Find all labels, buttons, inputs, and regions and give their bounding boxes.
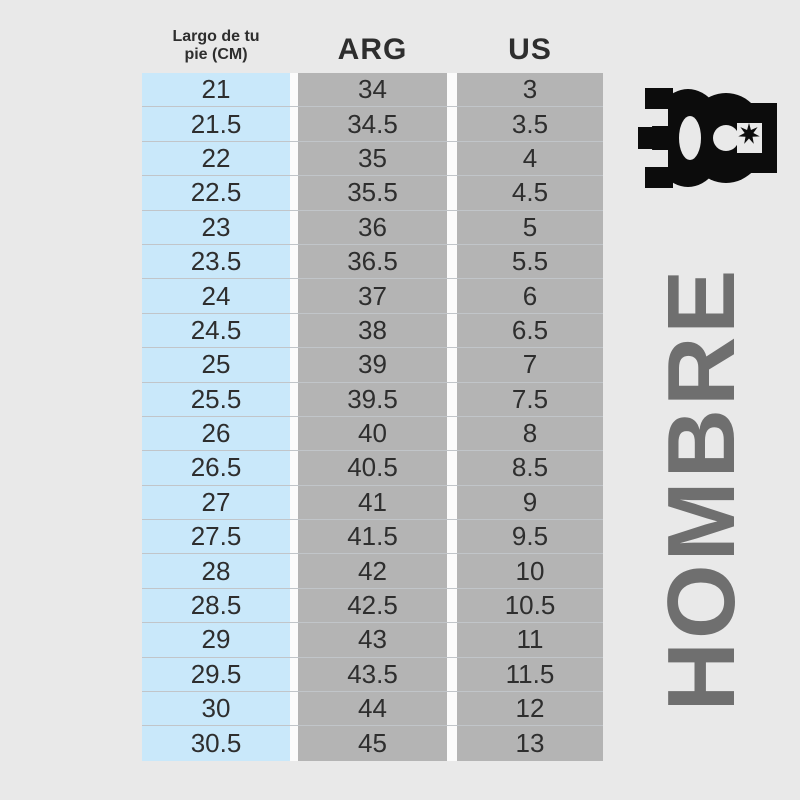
cm-cell: 26.5 [142,451,290,484]
table-row [142,520,603,554]
column-gap [447,211,457,244]
table-row [142,176,603,210]
arg-cell: 41 [298,486,447,519]
column-gap [290,726,298,760]
column-gap [447,589,457,622]
column-gap [447,658,457,691]
us-cell: 11 [457,623,603,656]
column-gap [290,520,298,553]
column-header-foot-length [142,24,290,67]
us-cell: 6.5 [457,314,603,347]
table-row [142,348,603,382]
cm-cell: 23.5 [142,245,290,278]
column-gap [447,520,457,553]
arg-cell: 38 [298,314,447,347]
column-gap [447,486,457,519]
header-gap [290,24,298,67]
column-header-foot-length-line2: pie (CM) [184,46,248,63]
arg-cell: 45 [298,726,447,760]
arg-cell: 34.5 [298,107,447,140]
cm-cell: 23 [142,211,290,244]
column-gap [290,486,298,519]
column-gap [290,589,298,622]
cm-cell: 21.5 [142,107,290,140]
table-row [142,726,603,760]
table-row [142,692,603,726]
arg-cell: 43.5 [298,658,447,691]
cm-cell: 24 [142,279,290,312]
column-header-us: US [508,33,552,66]
cm-cell: 30.5 [142,726,290,760]
us-cell: 11.5 [457,658,603,691]
cm-cell: 25.5 [142,383,290,416]
table-row [142,107,603,141]
table-row [142,142,603,176]
table-row [142,451,603,485]
us-cell: 9.5 [457,520,603,553]
table-row [142,314,603,348]
us-cell: 8 [457,417,603,450]
arg-cell: 39 [298,348,447,381]
arg-cell: 36 [298,211,447,244]
cm-cell: 28 [142,554,290,587]
arg-cell: 42 [298,554,447,587]
us-cell: 13 [457,726,603,760]
cm-cell: 29 [142,623,290,656]
column-gap [290,245,298,278]
column-gap [290,73,298,106]
column-gap [290,107,298,140]
column-gap [290,692,298,725]
column-gap [290,451,298,484]
arg-cell: 40 [298,417,447,450]
column-gap [447,348,457,381]
column-gap [290,279,298,312]
table-row [142,73,603,107]
us-cell: 7 [457,348,603,381]
us-cell: 5 [457,211,603,244]
table-row [142,554,603,588]
table-row [142,279,603,313]
header-gap [447,24,457,67]
column-header-arg: ARG [337,33,408,66]
column-gap [290,348,298,381]
arg-cell: 34 [298,73,447,106]
cm-cell: 24.5 [142,314,290,347]
column-gap [447,279,457,312]
us-cell: 3.5 [457,107,603,140]
us-cell: 6 [457,279,603,312]
cm-cell: 26 [142,417,290,450]
cm-cell: 21 [142,73,290,106]
table-header [142,24,603,67]
dc-shoes-logo [638,83,777,193]
cm-cell: 22 [142,142,290,175]
us-cell: 9 [457,486,603,519]
cm-cell: 25 [142,348,290,381]
column-gap [290,658,298,691]
cm-cell: 27.5 [142,520,290,553]
column-gap [447,314,457,347]
arg-cell: 39.5 [298,383,447,416]
column-gap [447,142,457,175]
arg-cell: 35.5 [298,176,447,209]
column-gap [447,726,457,760]
us-cell: 8.5 [457,451,603,484]
column-gap [290,211,298,244]
arg-cell: 43 [298,623,447,656]
table-row [142,623,603,657]
table-row [142,658,603,692]
column-gap [447,554,457,587]
us-cell: 12 [457,692,603,725]
column-gap [290,623,298,656]
column-gap [290,383,298,416]
table-row [142,417,603,451]
arg-cell: 42.5 [298,589,447,622]
arg-cell: 36.5 [298,245,447,278]
column-gap [447,73,457,106]
cm-cell: 22.5 [142,176,290,209]
table-row [142,245,603,279]
us-cell: 3 [457,73,603,106]
table-row [142,589,603,623]
arg-cell: 40.5 [298,451,447,484]
category-label-hombre: HOMBRE [648,266,755,712]
us-cell: 7.5 [457,383,603,416]
column-header-foot-length-line1: Largo de tu [172,28,260,45]
cm-cell: 27 [142,486,290,519]
column-gap [290,176,298,209]
column-gap [447,383,457,416]
table-row [142,383,603,417]
column-gap [290,142,298,175]
column-gap [447,176,457,209]
arg-cell: 41.5 [298,520,447,553]
column-gap [290,417,298,450]
arg-cell: 35 [298,142,447,175]
column-gap [290,554,298,587]
table-row [142,486,603,520]
column-gap [447,245,457,278]
cm-cell: 30 [142,692,290,725]
us-cell: 10 [457,554,603,587]
us-cell: 4 [457,142,603,175]
us-cell: 4.5 [457,176,603,209]
us-cell: 10.5 [457,589,603,622]
cm-cell: 28.5 [142,589,290,622]
table-body [142,73,603,761]
arg-cell: 37 [298,279,447,312]
arg-cell: 44 [298,692,447,725]
table-row [142,211,603,245]
column-gap [447,692,457,725]
cm-cell: 29.5 [142,658,290,691]
us-cell: 5.5 [457,245,603,278]
column-gap [290,314,298,347]
column-gap [447,623,457,656]
column-gap [447,107,457,140]
column-gap [447,451,457,484]
column-gap [447,417,457,450]
